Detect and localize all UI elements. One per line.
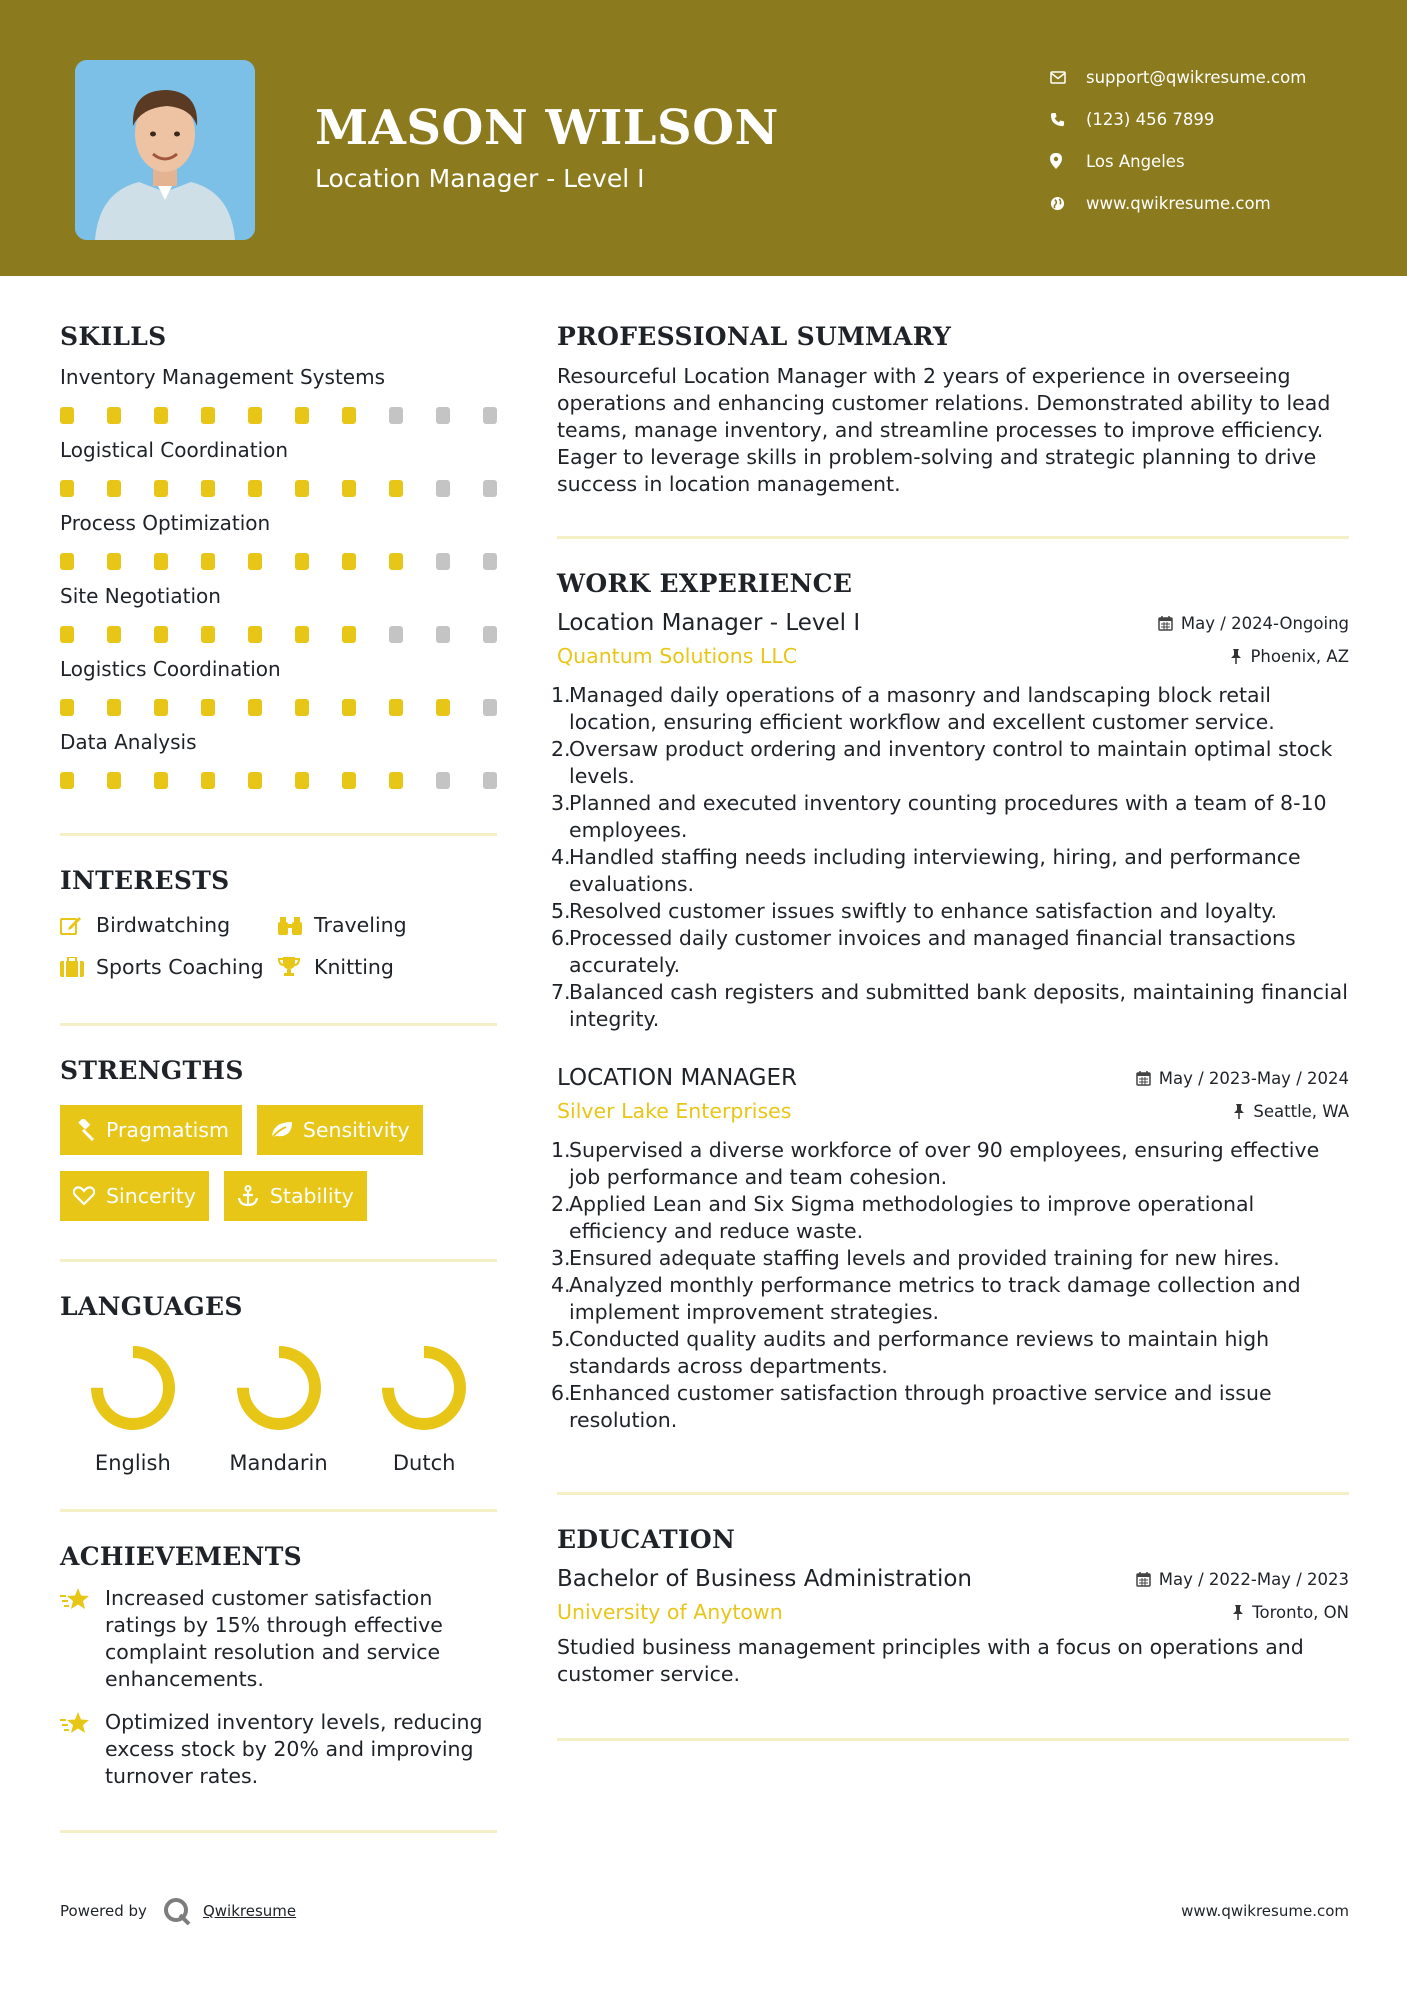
skill-item <box>60 657 497 716</box>
briefcase-icon <box>60 957 96 977</box>
interest-label: Traveling <box>314 913 407 937</box>
rating-dot-empty <box>483 772 497 789</box>
job-location <box>1233 1102 1349 1121</box>
interest-item <box>278 913 497 937</box>
contact-email-text: support@qwikresume.com <box>1086 67 1307 87</box>
contact-phone[interactable] <box>1050 98 1370 140</box>
rating-dot-filled <box>436 699 450 716</box>
rating-dot-filled <box>248 553 262 570</box>
job-bullet: 5. Conducted quality audits and performance reviews to maintain high standards across departments. <box>551 1327 1270 1378</box>
school-name: University of Anytown <box>557 1600 783 1624</box>
skill-name: Logistical Coordination <box>60 438 289 462</box>
experience-title: WORK EXPERIENCE <box>557 569 853 598</box>
language-gauge <box>379 1343 469 1433</box>
job-bullet: 6. Processed daily customer invoices and managed financial transactions accurately. <box>551 926 1296 977</box>
contact-email[interactable] <box>1050 56 1370 98</box>
left-column <box>60 322 497 1833</box>
skill-rating <box>60 553 497 570</box>
language-gauge <box>234 1343 324 1433</box>
interest-label: Birdwatching <box>96 913 231 937</box>
rating-dot-empty <box>436 480 450 497</box>
phone-icon <box>1050 112 1086 127</box>
section-divider <box>557 1492 1349 1495</box>
skill-item <box>60 584 497 643</box>
skill-rating <box>60 772 497 789</box>
company-name: Silver Lake Enterprises <box>557 1099 792 1123</box>
interest-item <box>60 913 278 937</box>
rating-dot-filled <box>201 699 215 716</box>
skill-rating <box>60 699 497 716</box>
footer <box>60 1897 1349 1925</box>
language-gauge-arc <box>388 1352 460 1424</box>
job-bullet: 6. Enhanced customer satisfaction through proactive service and issue resolution. <box>551 1381 1272 1432</box>
section-divider <box>60 1259 497 1262</box>
skill-name: Logistics Coordination <box>60 657 281 681</box>
achievement-item <box>60 1709 497 1790</box>
summary-title: PROFESSIONAL SUMMARY <box>557 322 952 351</box>
rating-dot-filled <box>389 480 403 497</box>
contact-location <box>1050 140 1370 182</box>
languages-list <box>60 1343 497 1475</box>
education-dates-text: May / 2022-May / 2023 <box>1158 1570 1349 1589</box>
interests-list <box>60 913 497 979</box>
rating-dot-empty <box>483 480 497 497</box>
skill-name: Inventory Management Systems <box>60 365 385 389</box>
rating-dot-filled <box>107 699 121 716</box>
anchor-icon <box>237 1185 270 1207</box>
achievements-title: ACHIEVEMENTS <box>60 1542 302 1571</box>
rating-dot-filled <box>295 480 309 497</box>
language-item <box>351 1343 497 1475</box>
rating-dot-empty <box>483 626 497 643</box>
rating-dot-filled <box>295 407 309 424</box>
contact-website[interactable] <box>1050 182 1370 224</box>
star-icon <box>60 1709 105 1790</box>
rating-dot-empty <box>389 626 403 643</box>
rating-dot-empty <box>483 553 497 570</box>
rating-dot-filled <box>60 407 74 424</box>
calendar-icon <box>1136 1572 1151 1587</box>
leaf-icon <box>270 1120 303 1140</box>
job-location-text: Phoenix, AZ <box>1250 646 1349 666</box>
rating-dot-filled <box>154 480 168 497</box>
interest-label: Knitting <box>314 955 394 979</box>
rating-dot-filled <box>248 772 262 789</box>
interest-item <box>60 955 278 979</box>
skill-rating <box>60 480 497 497</box>
achievement-text: Optimized inventory levels, reducing excess stock by 20% and improving turnover rates. <box>105 1710 483 1788</box>
rating-dot-filled <box>248 480 262 497</box>
skills-list <box>60 365 497 789</box>
calendar-icon <box>1136 1071 1151 1086</box>
rating-dot-filled <box>295 553 309 570</box>
rating-dot-filled <box>154 553 168 570</box>
skill-rating <box>60 407 497 424</box>
job-dates <box>1136 1069 1349 1088</box>
interest-label: Sports Coaching <box>96 955 264 979</box>
strength-tag <box>224 1171 367 1221</box>
skill-item <box>60 511 497 570</box>
job-bullet: 1. Managed daily operations of a masonry and landscaping block retail location, ensuring efficient workflow and excellent customer service. <box>551 683 1275 734</box>
skill-item <box>60 730 497 789</box>
rating-dot-filled <box>60 480 74 497</box>
company-name: Quantum Solutions LLC <box>557 644 798 668</box>
rating-dot-filled <box>154 772 168 789</box>
calendar-icon <box>1158 616 1173 631</box>
section-divider <box>60 1830 497 1833</box>
rating-dot-filled <box>107 480 121 497</box>
rating-dot-filled <box>154 626 168 643</box>
education-entry <box>557 1566 1349 1688</box>
job-entry <box>551 1065 1349 1434</box>
powered-by-label: Powered by <box>60 1902 147 1920</box>
language-gauge-arc <box>243 1352 315 1424</box>
job-bullet: 3. Ensured adequate staffing levels and provided training for new hires. <box>551 1246 1280 1270</box>
skill-rating <box>60 626 497 643</box>
rating-dot-filled <box>201 772 215 789</box>
language-name: Mandarin <box>229 1451 328 1475</box>
languages-title: LANGUAGES <box>60 1292 243 1321</box>
job-dates <box>1158 614 1349 633</box>
rating-dot-filled <box>248 407 262 424</box>
skill-item <box>60 438 497 497</box>
rating-dot-filled <box>295 772 309 789</box>
avatar <box>75 60 255 240</box>
rating-dot-filled <box>107 772 121 789</box>
rating-dot-filled <box>154 699 168 716</box>
job-title: Location Manager - Level I <box>557 610 861 636</box>
rating-dot-empty <box>483 407 497 424</box>
rating-dot-filled <box>248 699 262 716</box>
right-column <box>551 322 1349 1741</box>
rating-dot-filled <box>201 553 215 570</box>
education-text: Studied business management principles with a focus on operations and customer service. <box>557 1635 1304 1686</box>
rating-dot-empty <box>436 553 450 570</box>
job-bullet: 3. Planned and executed inventory counting procedures with a team of 8-10 employees. <box>551 791 1327 842</box>
strength-label: Sensitivity <box>302 1118 410 1142</box>
rating-dot-filled <box>342 699 356 716</box>
resume-header <box>0 0 1407 276</box>
language-gauge <box>88 1343 178 1433</box>
section-divider <box>60 833 497 836</box>
job-bullets <box>551 1137 1349 1434</box>
contact-list <box>1050 56 1370 224</box>
skills-title: SKILLS <box>60 322 167 351</box>
job-bullet: 4. Handled staffing needs including interviewing, hiring, and performance evaluations. <box>551 845 1301 896</box>
trophy-icon <box>278 957 314 977</box>
job-location <box>1230 647 1349 666</box>
achievement-item <box>60 1585 497 1693</box>
rating-dot-filled <box>107 626 121 643</box>
rating-dot-empty <box>436 626 450 643</box>
strength-label: Sincerity <box>106 1184 196 1208</box>
binoculars-icon <box>278 915 314 935</box>
rating-dot-filled <box>342 772 356 789</box>
job-bullet: 5. Resolved customer issues swiftly to enhance satisfaction and loyalty. <box>551 899 1278 923</box>
education-dates <box>1136 1570 1349 1589</box>
heart-icon <box>73 1186 106 1206</box>
interest-item <box>278 955 497 979</box>
job-title: LOCATION MANAGER <box>557 1065 798 1091</box>
strengths-list <box>60 1105 497 1221</box>
gavel-icon <box>73 1119 106 1141</box>
contact-location-text: Los Angeles <box>1086 151 1185 171</box>
language-name: English <box>94 1451 171 1475</box>
rating-dot-filled <box>342 626 356 643</box>
education-title: EDUCATION <box>557 1525 736 1554</box>
job-bullet: 1. Supervised a diverse workforce of over 90 employees, ensuring effective job performance and team cohesion. <box>551 1138 1320 1189</box>
rating-dot-filled <box>60 553 74 570</box>
footer-website[interactable]: www.qwikresume.com <box>1181 1902 1349 1920</box>
job-bullet: 7. Balanced cash registers and submitted bank deposits, maintaining financial integrity. <box>551 980 1348 1031</box>
contact-phone-text: (123) 456 7899 <box>1086 109 1215 129</box>
rating-dot-filled <box>389 699 403 716</box>
rating-dot-filled <box>389 772 403 789</box>
rating-dot-filled <box>295 626 309 643</box>
rating-dot-filled <box>295 699 309 716</box>
rating-dot-filled <box>342 480 356 497</box>
rating-dot-empty <box>483 699 497 716</box>
rating-dot-filled <box>342 407 356 424</box>
job-dates-text: May / 2023-May / 2024 <box>1158 1069 1349 1088</box>
pushpin-icon <box>1230 649 1242 664</box>
candidate-name: MASON WILSON <box>315 100 779 156</box>
skill-item <box>60 365 497 424</box>
contact-website-text: www.qwikresume.com <box>1086 193 1271 213</box>
rating-dot-filled <box>60 772 74 789</box>
strength-tag <box>60 1105 242 1155</box>
job-bullets <box>551 682 1349 1033</box>
qwikresume-logo-icon <box>163 1897 193 1925</box>
education-location-text: Toronto, ON <box>1252 1602 1349 1622</box>
degree-title: Bachelor of Business Administration <box>557 1566 972 1592</box>
rating-dot-filled <box>389 553 403 570</box>
pushpin-icon <box>1232 1605 1244 1620</box>
job-location-text: Seattle, WA <box>1253 1101 1349 1121</box>
profile-photo <box>75 60 255 240</box>
strength-tag <box>257 1105 423 1155</box>
achievement-text: Increased customer satisfaction ratings by 15% through effective complaint resolution and service enhancements. <box>105 1586 443 1691</box>
powered-by <box>60 1897 296 1925</box>
language-item <box>206 1343 352 1475</box>
rating-dot-empty <box>436 772 450 789</box>
language-item <box>60 1343 206 1475</box>
job-entry <box>551 610 1349 1033</box>
job-bullet: 4. Analyzed monthly performance metrics to track damage collection and implement improvement strategies. <box>551 1273 1301 1324</box>
section-divider <box>557 1738 1349 1741</box>
section-divider <box>557 536 1349 539</box>
section-divider <box>60 1023 497 1026</box>
skill-name: Site Negotiation <box>60 584 221 608</box>
language-gauge-arc <box>97 1352 169 1424</box>
strengths-title: STRENGTHS <box>60 1056 244 1085</box>
qwikresume-link[interactable]: Qwikresume <box>202 1902 297 1920</box>
pushpin-icon <box>1233 1104 1245 1119</box>
pencil-icon <box>60 915 96 935</box>
interests-title: INTERESTS <box>60 866 230 895</box>
achievements-list <box>60 1585 497 1790</box>
rating-dot-filled <box>201 480 215 497</box>
job-bullet: 2. Oversaw product ordering and inventory control to maintain optimal stock levels. <box>551 737 1333 788</box>
rating-dot-filled <box>60 699 74 716</box>
envelope-icon <box>1050 71 1086 84</box>
language-name: Dutch <box>392 1451 456 1475</box>
job-dates-text: May / 2024-Ongoing <box>1180 614 1349 633</box>
candidate-role: Location Manager - Level I <box>315 164 645 193</box>
job-bullet: 2. Applied Lean and Six Sigma methodologies to improve operational efficiency and reduce waste. <box>551 1192 1255 1243</box>
rating-dot-filled <box>107 553 121 570</box>
rating-dot-filled <box>201 407 215 424</box>
strength-label: Pragmatism <box>106 1118 229 1142</box>
strength-label: Stability <box>269 1184 354 1208</box>
globe-icon <box>1050 196 1086 211</box>
rating-dot-filled <box>154 407 168 424</box>
strength-tag <box>60 1171 209 1221</box>
skill-name: Data Analysis <box>60 730 197 754</box>
rating-dot-filled <box>60 626 74 643</box>
rating-dot-empty <box>436 407 450 424</box>
education-location <box>1232 1603 1349 1622</box>
rating-dot-empty <box>389 407 403 424</box>
summary-text: Resourceful Location Manager with 2 years of experience in overseeing operations and enhancing customer relations. Demonstrated ability to lead teams, manage inventory, and streamline processes to improve efficiency. Eager to leverage skills in problem-solving and strategic planning to drive success in location management. <box>557 364 1331 496</box>
rating-dot-filled <box>107 407 121 424</box>
section-divider <box>60 1509 497 1512</box>
skill-name: Process Optimization <box>60 511 271 535</box>
map-pin-icon <box>1050 153 1086 169</box>
rating-dot-filled <box>201 626 215 643</box>
star-icon <box>60 1585 105 1693</box>
rating-dot-filled <box>248 626 262 643</box>
rating-dot-filled <box>342 553 356 570</box>
